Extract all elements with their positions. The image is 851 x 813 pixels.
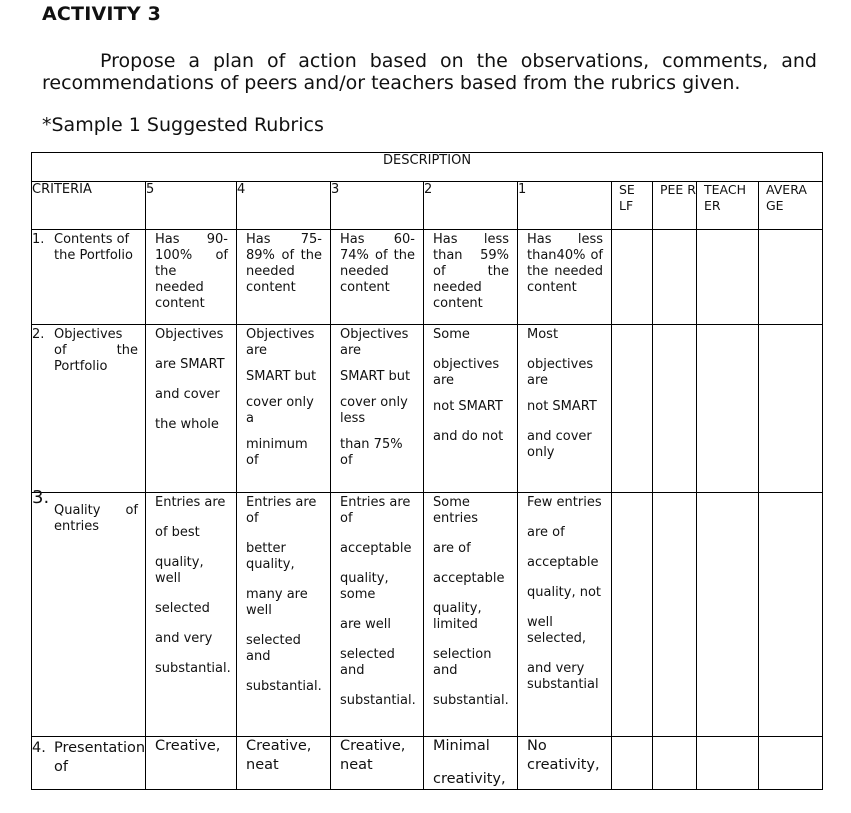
score-2-cell	[424, 493, 518, 737]
teacher-score-cell[interactable]	[697, 325, 759, 493]
cell-line: and very	[155, 631, 213, 646]
cell-line: substantial.	[340, 693, 416, 708]
table-row	[32, 230, 823, 325]
cell-line: Entries are of	[246, 495, 317, 526]
cell-line: are of	[527, 525, 565, 540]
criteria-cell	[32, 230, 146, 325]
score-2-cell: Has less than 59% of the needed content	[424, 230, 518, 325]
cell-line: Entries are of	[340, 495, 411, 526]
cell-line: are of	[433, 541, 471, 556]
table-row	[32, 325, 823, 493]
cell-line: minimum of	[246, 437, 308, 468]
cell-line: Objectives are	[340, 327, 409, 358]
cell-line: acceptable	[433, 571, 505, 586]
activity-title: ACTIVITY 3	[42, 3, 162, 25]
cell-line: quality, well	[155, 555, 204, 586]
score-1-cell	[518, 325, 612, 493]
cell-line: SMART but	[340, 369, 411, 384]
description-header-row	[32, 153, 823, 182]
cell-line: and do not	[433, 429, 504, 444]
average-score-cell[interactable]	[759, 230, 823, 325]
criteria-header: CRITERIA	[32, 182, 146, 230]
cell-line: better quality,	[246, 541, 295, 572]
cell-line: not SMART	[527, 399, 597, 414]
table-row	[32, 493, 823, 737]
score-4-cell	[237, 325, 331, 493]
cell-line: Minimal	[433, 738, 490, 754]
criteria-text: Presentation of	[54, 740, 146, 775]
score-5-cell	[146, 493, 237, 737]
cell-line: substantial.	[433, 693, 509, 708]
cell-line: selected and	[246, 633, 301, 664]
cell-line: of best	[155, 525, 200, 540]
cell-line: substantial.	[155, 661, 231, 676]
criteria-cell	[32, 325, 146, 493]
criteria-text: Objectives of the Portfolio	[54, 327, 138, 374]
score-3-cell	[331, 325, 424, 493]
score-3-cell: Has 60-74% of the needed content	[331, 230, 424, 325]
self-score-cell[interactable]	[612, 493, 653, 737]
cell-line: objectives are	[527, 357, 594, 388]
cell-line: objectives are	[433, 357, 500, 388]
score-2-header: 2	[424, 182, 518, 230]
score-4-cell	[237, 493, 331, 737]
cell-line: acceptable	[527, 555, 599, 570]
table-row	[32, 737, 823, 790]
self-score-cell[interactable]	[612, 325, 653, 493]
teacher-score-cell[interactable]	[697, 737, 759, 790]
score-5-cell: Has 90-100% of the needed content	[146, 230, 237, 325]
score-1-cell: Has less than40% of the needed content	[518, 230, 612, 325]
score-3-cell: Creative, neat	[331, 737, 424, 790]
score-4-cell: Has 75-89% of the needed content	[237, 230, 331, 325]
score-3-cell	[331, 493, 424, 737]
cell-line: substantial.	[246, 679, 322, 694]
cell-line: Few entries	[527, 495, 602, 510]
cell-line: well selected,	[527, 615, 587, 646]
self-score-cell[interactable]	[612, 737, 653, 790]
cell-line: Objectives are	[246, 327, 315, 358]
row-number: 2.	[32, 327, 45, 342]
cell-line: quality, limited	[433, 601, 482, 632]
peer-header: PEE R	[653, 182, 697, 230]
cell-line: and very substantial	[527, 661, 599, 692]
score-2-cell	[424, 325, 518, 493]
criteria-text: Quality of entries	[54, 503, 138, 534]
sample-rubrics-label: *Sample 1 Suggested Rubrics	[42, 114, 324, 136]
rubric-table	[31, 152, 823, 790]
cell-line: Some	[433, 327, 470, 342]
score-1-header: 1	[518, 182, 612, 230]
criteria-cell	[32, 487, 146, 737]
average-score-cell[interactable]	[759, 325, 823, 493]
cell-line: Most	[527, 327, 559, 342]
peer-score-cell[interactable]	[653, 493, 697, 737]
cell-line: not SMART	[433, 399, 503, 414]
cell-line: than 75% of	[340, 437, 403, 468]
self-score-cell[interactable]	[612, 230, 653, 325]
score-4-header: 4	[237, 182, 331, 230]
score-5-cell	[146, 325, 237, 493]
peer-score-cell[interactable]	[653, 737, 697, 790]
instruction-text: Propose a plan of action based on the observations, comments, and recommendations of peers and/or teachers based from the rubrics given.	[42, 50, 817, 94]
teacher-score-cell[interactable]	[697, 493, 759, 737]
score-5-header: 5	[146, 182, 237, 230]
cell-line: cover only less	[340, 395, 408, 426]
cell-line: the whole	[155, 417, 219, 432]
cell-line: and cover	[155, 387, 220, 402]
criteria-text: Contents of the Portfolio	[54, 232, 133, 263]
cell-line: acceptable	[340, 541, 412, 556]
column-header-row	[32, 182, 823, 230]
cell-line: selection and	[433, 647, 492, 678]
score-2-cell	[424, 737, 518, 790]
score-5-cell: Creative,	[146, 737, 237, 790]
peer-score-cell[interactable]	[653, 325, 697, 493]
row-number: 3.	[32, 487, 50, 508]
cell-line: SMART but	[246, 369, 317, 384]
row-number: 4.	[32, 740, 46, 756]
self-header: SE LF	[612, 182, 653, 230]
cell-line: and cover only	[527, 429, 592, 460]
cell-line: Entries are	[155, 495, 226, 510]
average-header: AVERA GE	[759, 182, 823, 230]
average-score-cell[interactable]	[759, 493, 823, 737]
cell-line: creativity,	[433, 771, 506, 787]
description-header: DESCRIPTION	[32, 153, 823, 182]
cell-line: are SMART	[155, 357, 225, 372]
score-4-cell: Creative, neat	[237, 737, 331, 790]
instruction-paragraph	[42, 50, 817, 94]
cell-line: quality, not	[527, 585, 602, 600]
cell-line: Some entries	[433, 495, 479, 526]
row-number: 1.	[32, 232, 45, 247]
cell-line: are well	[340, 617, 392, 632]
cell-line: cover only a	[246, 395, 314, 426]
peer-score-cell[interactable]	[653, 230, 697, 325]
cell-line: quality, some	[340, 571, 389, 602]
score-3-header: 3	[331, 182, 424, 230]
score-1-cell: No creativity,	[518, 737, 612, 790]
teacher-score-cell[interactable]	[697, 230, 759, 325]
cell-line: selected	[155, 601, 210, 616]
teacher-header: TEACH ER	[697, 182, 759, 230]
cell-line: selected and	[340, 647, 395, 678]
cell-line: Objectives	[155, 327, 224, 342]
score-1-cell	[518, 493, 612, 737]
criteria-cell	[32, 737, 146, 790]
cell-line: many are well	[246, 587, 308, 618]
average-score-cell[interactable]	[759, 737, 823, 790]
